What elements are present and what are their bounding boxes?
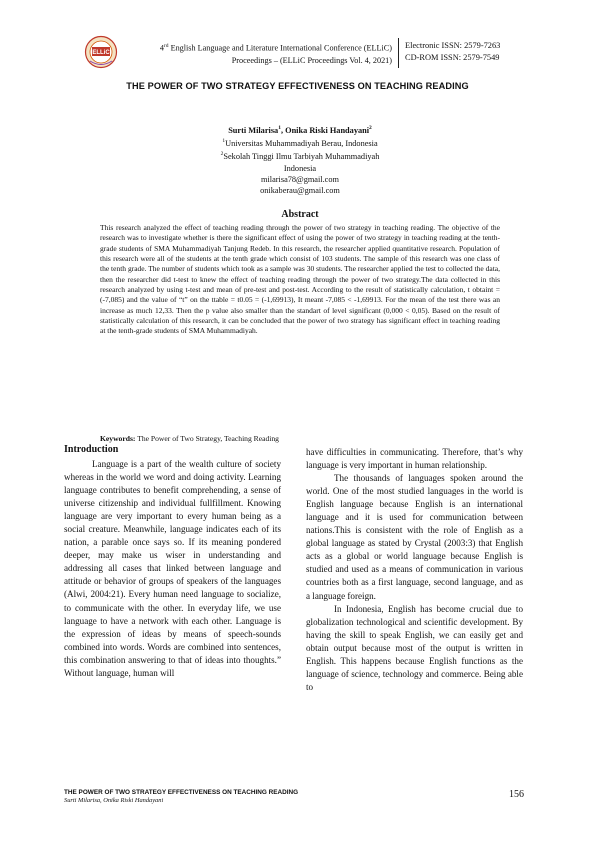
author-email-2: onikaberau@gmail.com	[260, 186, 340, 196]
footer-authors: Surti Milarisa, Onika Riski Handayani	[64, 797, 164, 804]
author-names: Surti Milarisa$^1$, Onika Riski Handayani$^2$	[228, 125, 372, 135]
conference-header	[128, 40, 392, 67]
paragraph: have difficulties in communicating. Therefore, that’s why language is very important in human relationship.	[306, 447, 523, 471]
conference-line-1: 4rd English Language and Literature International Conference (ELLiC)	[159, 43, 392, 53]
paper-title: THE POWER OF TWO STRATEGY EFFECTIVENESS ON TEACHING READING	[126, 81, 469, 91]
footer-title: THE POWER OF TWO STRATEGY EFFECTIVENESS ON TEACHING READING	[64, 789, 299, 796]
paragraph: The thousands of languages spoken around the world. One of the most studied languages in the world is English language because English is an international language and it is used for communication between nations.This is consistent with the role of English as a global language as stated by Crystal (2003:3) that English acts as a global or world language because English is studied and used as a means of communication in various countries both as a first language, second language, and as a language foreign.	[306, 473, 523, 601]
conference-line-2: Proceedings – (ELLiC Proceedings Vol. 4, 2021)	[231, 55, 392, 65]
abstract-text: This research analyzed the effect of teaching reading through the power of two strategy in teaching reading. The objective of the research was to investigate whether is there the significant effect of using the power of two strategy in teaching reading at the tenth-grade students of SMA Muhammadiyah Tanjung Redeb. In this research, the researcher applied quantitative research. Population of this research were all of the students at the tenth grade which consist of 103 students. The sample of this research was one class of the tenth grade. The number of students which took as a sample was 30 students. The researcher applied the test to collected the data, then the researcher did t-test to knew the effect of teaching reading through the power of two strategy.The data collected in this research analyzed by using t-test and mean of pre-test and post-test. According to the result of statistically calculation, t obtaint = (-7,085) and the value of “t” on the ttable = t0.05 = (-1,69913), It meant -7,085 < -1,69913. For the mean of the test there was an increase as much 12,33. Then the p value also smaller than the standart of level significant (0,000 < 0,05). Based on the result of statistically calculation of this research, it can be concluded that the power of two strategy has significant effect in teaching reading at the tenth-grade students of SMA Muhammadiyah.	[100, 223, 500, 336]
keywords	[100, 434, 500, 443]
introduction-heading: Introduction	[64, 444, 119, 455]
electronic-issn: Electronic ISSN: 2579-7263	[405, 41, 501, 50]
keywords-text: The Power of Two Strategy, Teaching Reading	[135, 434, 279, 443]
author-email-1: milarisa78@gmail.com	[261, 174, 339, 184]
svg-text:ELLiC: ELLiC	[92, 50, 110, 56]
affiliation-1: $^1$Universitas Muhammadiyah Berau, Indonesia	[222, 138, 378, 148]
paragraph: Language is a part of the wealth culture of society whereas in the world we word and doing activity. Learning language contributes to benefit comprehending, a sense of universe citizenship and individual fullfillment. Knowing language are very important to every human being as a social creature. Meanwhile, language indicates each of its nation, a parable once says so. If its meaning pondered deeper, may make us wiser in understanding and addressing all cases that linked between language and attitude or behavior of groups of speakers of the languages (Alwi, 2004:21). Every human need language to socialize, to communicate with the other. In everyday life, we use language to have a network with each other. Language is the expression of ideas by means of speech-sounds combined into words. Words are combined into sentences, this combination answering to that of ideas into thoughts.” Without language, human will	[64, 459, 281, 678]
right-column	[306, 446, 523, 694]
conference-logo	[84, 35, 118, 69]
author-block	[150, 123, 450, 197]
paragraph: In Indonesia, English has become crucial due to globalization technological and scientific development. By having the skill to speak English, we can easily get and obtain output because most of the output is written in English. This happens because English functions as the language of science, technology and commerce. Being able to	[306, 603, 523, 692]
affiliation-2: $^2$Sekolah Tinggi Ilmu Tarbiyah Muhammadiyah	[220, 151, 380, 162]
issn-block	[405, 40, 500, 64]
header-divider	[398, 38, 399, 68]
keywords-label: Keywords:	[100, 434, 136, 443]
page-footer	[64, 789, 298, 805]
cdrom-issn: CD-ROM ISSN: 2579-7549	[405, 53, 500, 62]
affiliation-country: Indonesia	[283, 163, 317, 173]
abstract-heading: Abstract	[281, 209, 319, 220]
left-column	[64, 443, 281, 680]
page-number: 156	[509, 789, 524, 800]
